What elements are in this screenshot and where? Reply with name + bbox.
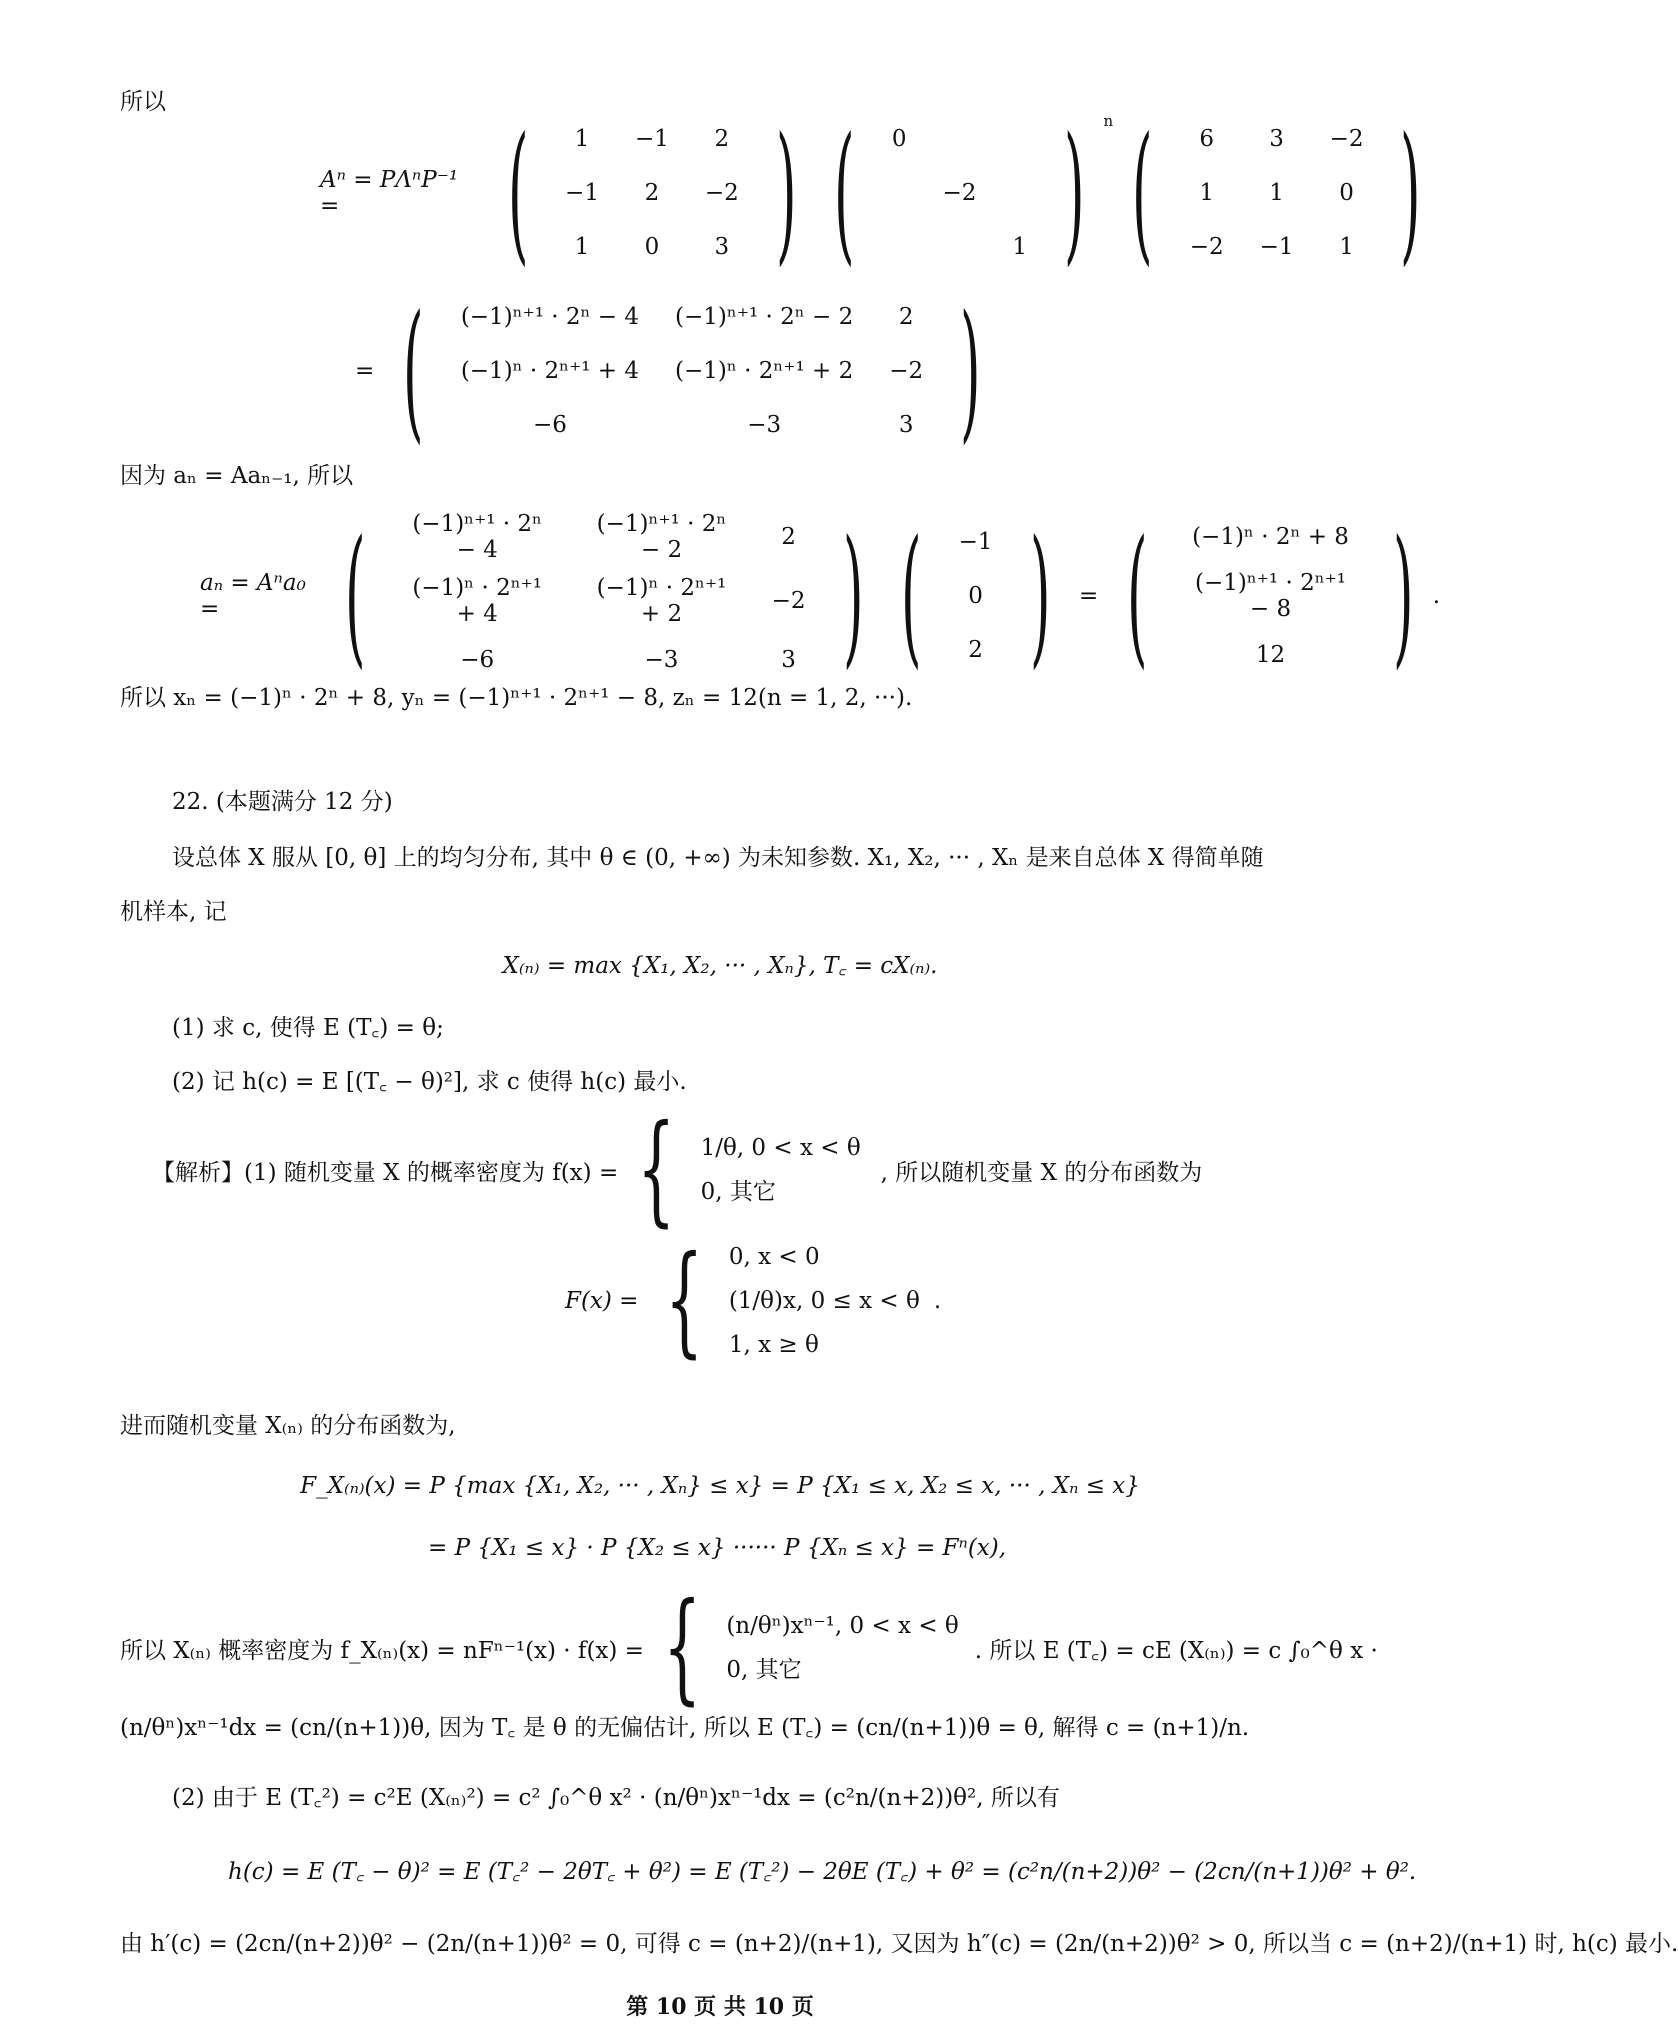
matrix-Pinv-row xyxy=(1172,112,1382,166)
matrix-Pinv-cell: 1 xyxy=(1269,180,1284,206)
cdf-cases xyxy=(729,1235,920,1367)
right-paren-icon: ) xyxy=(1400,106,1421,280)
text-line-because: 因为 aₙ = Aaₙ₋₁, 所以 xyxy=(120,463,354,489)
left-brace-icon: { xyxy=(637,1100,676,1239)
matrix-An-row xyxy=(443,344,941,398)
solution-intro: 【解析】(1) 随机变量 X 的概率密度为 f(x) = xyxy=(152,1159,619,1186)
matrix-P-cell: −1 xyxy=(565,180,599,206)
matrix-Lambda xyxy=(874,112,1045,274)
page-footer: 第 10 页 共 10 页 xyxy=(626,1994,814,2020)
matrix-An-cell: (−1)ⁿ⁺¹ · 2ⁿ − 4 xyxy=(460,304,640,330)
matrix-Lambda-cell xyxy=(994,166,1045,220)
matrix-P-row xyxy=(547,220,757,274)
matrix-An-2 xyxy=(385,505,824,687)
density-max-intro: 所以 X₍ₙ₎ 概率密度为 f_X₍ₙ₎(x) = nFⁿ⁻¹(x) · f(x) = xyxy=(120,1637,644,1664)
vector-a0-cell: 0 xyxy=(968,583,983,609)
matrix-Pinv-row xyxy=(1172,166,1382,220)
equation-an xyxy=(200,505,1440,687)
matrix-An-2-cell: 3 xyxy=(781,647,796,673)
vector-a0 xyxy=(941,515,1011,677)
matrix-An-row xyxy=(443,398,941,452)
matrix-An-2-cell: −2 xyxy=(771,588,806,614)
right-paren-icon: ) xyxy=(775,106,797,280)
matrix-Pinv-cell: 1 xyxy=(1339,234,1354,260)
vector-a0-row xyxy=(941,569,1011,623)
matrix-Pinv-cell: −1 xyxy=(1259,234,1294,260)
matrix-Lambda-row xyxy=(874,220,1045,274)
subquestion-1: (1) 求 c, 使得 E (T꜀) = θ; xyxy=(172,1015,444,1041)
period: . xyxy=(1432,583,1440,609)
right-paren-icon: ) xyxy=(1393,509,1414,683)
left-paren-icon: ( xyxy=(1127,509,1148,683)
density-equation xyxy=(152,1100,1203,1239)
vector-a0-row xyxy=(941,623,1011,677)
left-paren-icon: ( xyxy=(345,509,366,683)
matrix-Lambda-cell xyxy=(924,112,994,166)
text-line-conclusion: 由 h′(c) = (2cn/(n+2))θ² − (2n/(n+1))θ² = 0, 可得 c = (n+2)/(n+1), 又因为 h″(c) = (2n/(n+2))θ² > 0, 所以当 c = (n+2)/(n+1) 时, h(c) 最小. xyxy=(120,1931,1678,1957)
matrix-Pinv-cell: 6 xyxy=(1199,126,1215,152)
left-paren-icon: ( xyxy=(507,106,529,280)
density-cases xyxy=(701,1126,861,1214)
density-max-case-1: (n/θⁿ)xⁿ⁻¹, 0 < x < θ xyxy=(726,1613,959,1639)
matrix-An-2-cell: −3 xyxy=(644,647,679,673)
matrix-Lambda-cell xyxy=(874,166,925,220)
matrix-An-cell: (−1)ⁿ⁺¹ · 2ⁿ − 2 xyxy=(675,304,854,330)
matrix-An-cell: 2 xyxy=(898,304,914,330)
matrix-P xyxy=(547,112,757,274)
density-max-equation xyxy=(120,1578,1378,1717)
matrix-Lambda-row xyxy=(874,166,1045,220)
vector-an-cell: 12 xyxy=(1255,642,1286,668)
matrix-An-2-cell: (−1)ⁿ⁺¹ · 2ⁿ − 4 xyxy=(412,511,543,563)
vector-an-row xyxy=(1167,510,1374,564)
matrix-An-cell: (−1)ⁿ · 2ⁿ⁺¹ + 4 xyxy=(460,358,640,384)
left-paren-icon: ( xyxy=(834,106,855,280)
text-line-solution-xyz: 所以 xₙ = (−1)ⁿ · 2ⁿ + 8, yₙ = (−1)ⁿ⁺¹ · 2ⁿ⁺¹ − 8, zₙ = 12(n = 1, 2, ···). xyxy=(120,685,913,711)
matrix-Pinv-cell: 3 xyxy=(1269,126,1284,152)
left-brace-icon: { xyxy=(665,1231,704,1370)
vector-a0-cell: 2 xyxy=(968,637,983,663)
vector-an-cell: (−1)ⁿ · 2ⁿ + 8 xyxy=(1192,524,1349,550)
matrix-An-cell: −2 xyxy=(889,358,924,384)
vector-an-cell: (−1)ⁿ⁺¹ · 2ⁿ⁺¹ − 8 xyxy=(1194,570,1347,622)
matrix-An-row xyxy=(443,290,941,344)
matrix-Pinv-cell: −2 xyxy=(1189,234,1224,260)
matrix-An-2-cell: (−1)ⁿ · 2ⁿ⁺¹ + 4 xyxy=(412,575,543,627)
cdf-case-1: 0, x < 0 xyxy=(728,1244,820,1270)
matrix-An-2-cell: (−1)ⁿ · 2ⁿ⁺¹ + 2 xyxy=(596,575,727,627)
cdf-equation xyxy=(565,1231,942,1370)
problem-statement-line2: 机样本, 记 xyxy=(120,899,227,925)
matrix-An xyxy=(443,290,941,452)
text-line-then: 进而随机变量 X₍ₙ₎ 的分布函数为, xyxy=(120,1413,456,1439)
matrix-Lambda-cell xyxy=(994,112,1045,166)
solution-intro-cont: , 所以随机变量 X 的分布函数为 xyxy=(880,1159,1203,1186)
matrix-P-cell: −1 xyxy=(634,126,669,152)
matrix-P-cell: 3 xyxy=(714,234,730,260)
matrix-P-cell: 1 xyxy=(574,234,590,260)
matrix-Pinv-row xyxy=(1172,220,1382,274)
vector-an xyxy=(1167,510,1374,682)
left-paren-icon: ( xyxy=(901,509,922,683)
matrix-An-cell: −6 xyxy=(532,412,567,438)
problem-heading: 22. (本题满分 12 分) xyxy=(172,789,393,815)
equation-An-lhs: Aⁿ = PΛⁿP⁻¹ = xyxy=(320,167,459,219)
matrix-Pinv-cell: 1 xyxy=(1199,180,1215,206)
matrix-P-cell: 0 xyxy=(644,234,660,260)
matrix-An-2-cell: −6 xyxy=(460,647,495,673)
equals-sign: = xyxy=(355,358,375,384)
left-paren-icon: ( xyxy=(403,284,424,458)
density-max-case-2: 0, 其它 xyxy=(726,1657,802,1683)
right-paren-icon: ) xyxy=(1064,106,1085,280)
matrix-An-cell: −3 xyxy=(747,412,782,438)
period: . xyxy=(933,1288,942,1314)
matrix-Pinv xyxy=(1172,112,1382,274)
matrix-An-cell: 3 xyxy=(898,412,914,438)
cdf-case-3: 1, x ≥ θ xyxy=(728,1332,819,1358)
matrix-Lambda-cell: 0 xyxy=(891,126,907,152)
matrix-P-cell: −2 xyxy=(704,180,739,206)
cdf-lhs: F(x) = xyxy=(565,1288,639,1314)
text-line-so: 所以 xyxy=(120,89,166,115)
equation-An-product xyxy=(320,106,1440,280)
left-brace-icon: { xyxy=(663,1578,702,1717)
density-case-1: 1/θ, 0 < x < θ xyxy=(700,1135,861,1161)
matrix-P-cell: 1 xyxy=(574,126,590,152)
right-paren-icon: ) xyxy=(1029,509,1051,683)
matrix-Lambda-exponent: n xyxy=(1103,112,1114,130)
density-case-2: 0, 其它 xyxy=(700,1179,776,1205)
matrix-Lambda-cell xyxy=(874,220,925,274)
matrix-An-2-row xyxy=(385,633,824,687)
density-max-cases xyxy=(726,1604,958,1692)
matrix-Lambda-row xyxy=(874,112,1045,166)
cdf-case-2: (1/θ)x, 0 ≤ x < θ xyxy=(728,1288,920,1314)
matrix-Lambda-cell: −2 xyxy=(942,180,977,206)
matrix-Pinv-cell: 0 xyxy=(1339,180,1354,206)
subquestion-2: (2) 记 h(c) = E [(T꜀ − θ)²], 求 c 使得 h(c) 最小. xyxy=(172,1069,687,1095)
vector-a0-cell: −1 xyxy=(958,529,993,555)
text-line-unbiased: (n/θⁿ)xⁿ⁻¹dx = (cn/(n+1))θ, 因为 T꜀ 是 θ 的无偏估计, 所以 E (T꜀) = (cn/(n+1))θ = θ, 解得 c = (n+1)/n. xyxy=(120,1715,1250,1741)
matrix-P-cell: 2 xyxy=(644,180,660,206)
vector-a0-row xyxy=(941,515,1011,569)
matrix-Lambda-cell: 1 xyxy=(1012,234,1028,260)
matrix-Lambda-cell xyxy=(924,220,994,274)
matrix-An-2-cell: 2 xyxy=(781,524,796,550)
matrix-An-2-cell: (−1)ⁿ⁺¹ · 2ⁿ − 2 xyxy=(596,511,727,563)
text-line-part2: (2) 由于 E (T꜀²) = c²E (X₍ₙ₎²) = c² ∫₀^θ x² · (n/θⁿ)xⁿ⁻¹dx = (c²n/(n+2))θ², 所以有 xyxy=(172,1785,1060,1811)
problem-statement-line1: 设总体 X 服从 [0, θ] 上的均匀分布, 其中 θ ∈ (0, +∞) 为未知参数. X₁, X₂, ··· , Xₙ 是来自总体 X 得简单随 xyxy=(172,845,1264,871)
matrix-An-cell: (−1)ⁿ · 2ⁿ⁺¹ + 2 xyxy=(675,358,854,384)
equals-sign: = xyxy=(1079,583,1099,609)
equation-definition: X₍ₙ₎ = max {X₁, X₂, ··· , Xₙ}, T꜀ = cX₍ₙ₎. xyxy=(502,953,938,979)
equation-Fmax-1: F_X₍ₙ₎(x) = P {max {X₁, X₂, ··· , Xₙ} ≤ x} = P {X₁ ≤ x, X₂ ≤ x, ··· , Xₙ ≤ x} xyxy=(300,1473,1140,1499)
matrix-P-cell: 2 xyxy=(714,126,730,152)
expectation-start: . 所以 E (T꜀) = cE (X₍ₙ₎) = c ∫₀^θ x · xyxy=(974,1637,1378,1664)
equation-Fmax-2: = P {X₁ ≤ x} · P {X₂ ≤ x} ······ P {Xₙ ≤ x} = Fⁿ(x), xyxy=(428,1535,1007,1561)
matrix-P-row xyxy=(547,112,757,166)
matrix-P-row xyxy=(547,166,757,220)
left-paren-icon: ( xyxy=(1132,106,1153,280)
equation-h: h(c) = E (T꜀ − θ)² = E (T꜀² − 2θT꜀ + θ²) = E (T꜀²) − 2θE (T꜀) + θ² = (c²n/(n+2))θ² − (2cn/(n+1))θ² + θ². xyxy=(228,1859,1417,1885)
right-paren-icon: ) xyxy=(960,284,981,458)
matrix-Pinv-cell: −2 xyxy=(1329,126,1364,152)
matrix-An-2-row xyxy=(385,569,824,633)
equation-An-result xyxy=(355,284,1000,458)
matrix-An-2-row xyxy=(385,505,824,569)
vector-an-row xyxy=(1167,628,1374,682)
vector-an-row xyxy=(1167,564,1374,628)
equation-an-lhs: aₙ = Aⁿa₀ = xyxy=(200,570,306,622)
right-paren-icon: ) xyxy=(842,509,864,683)
